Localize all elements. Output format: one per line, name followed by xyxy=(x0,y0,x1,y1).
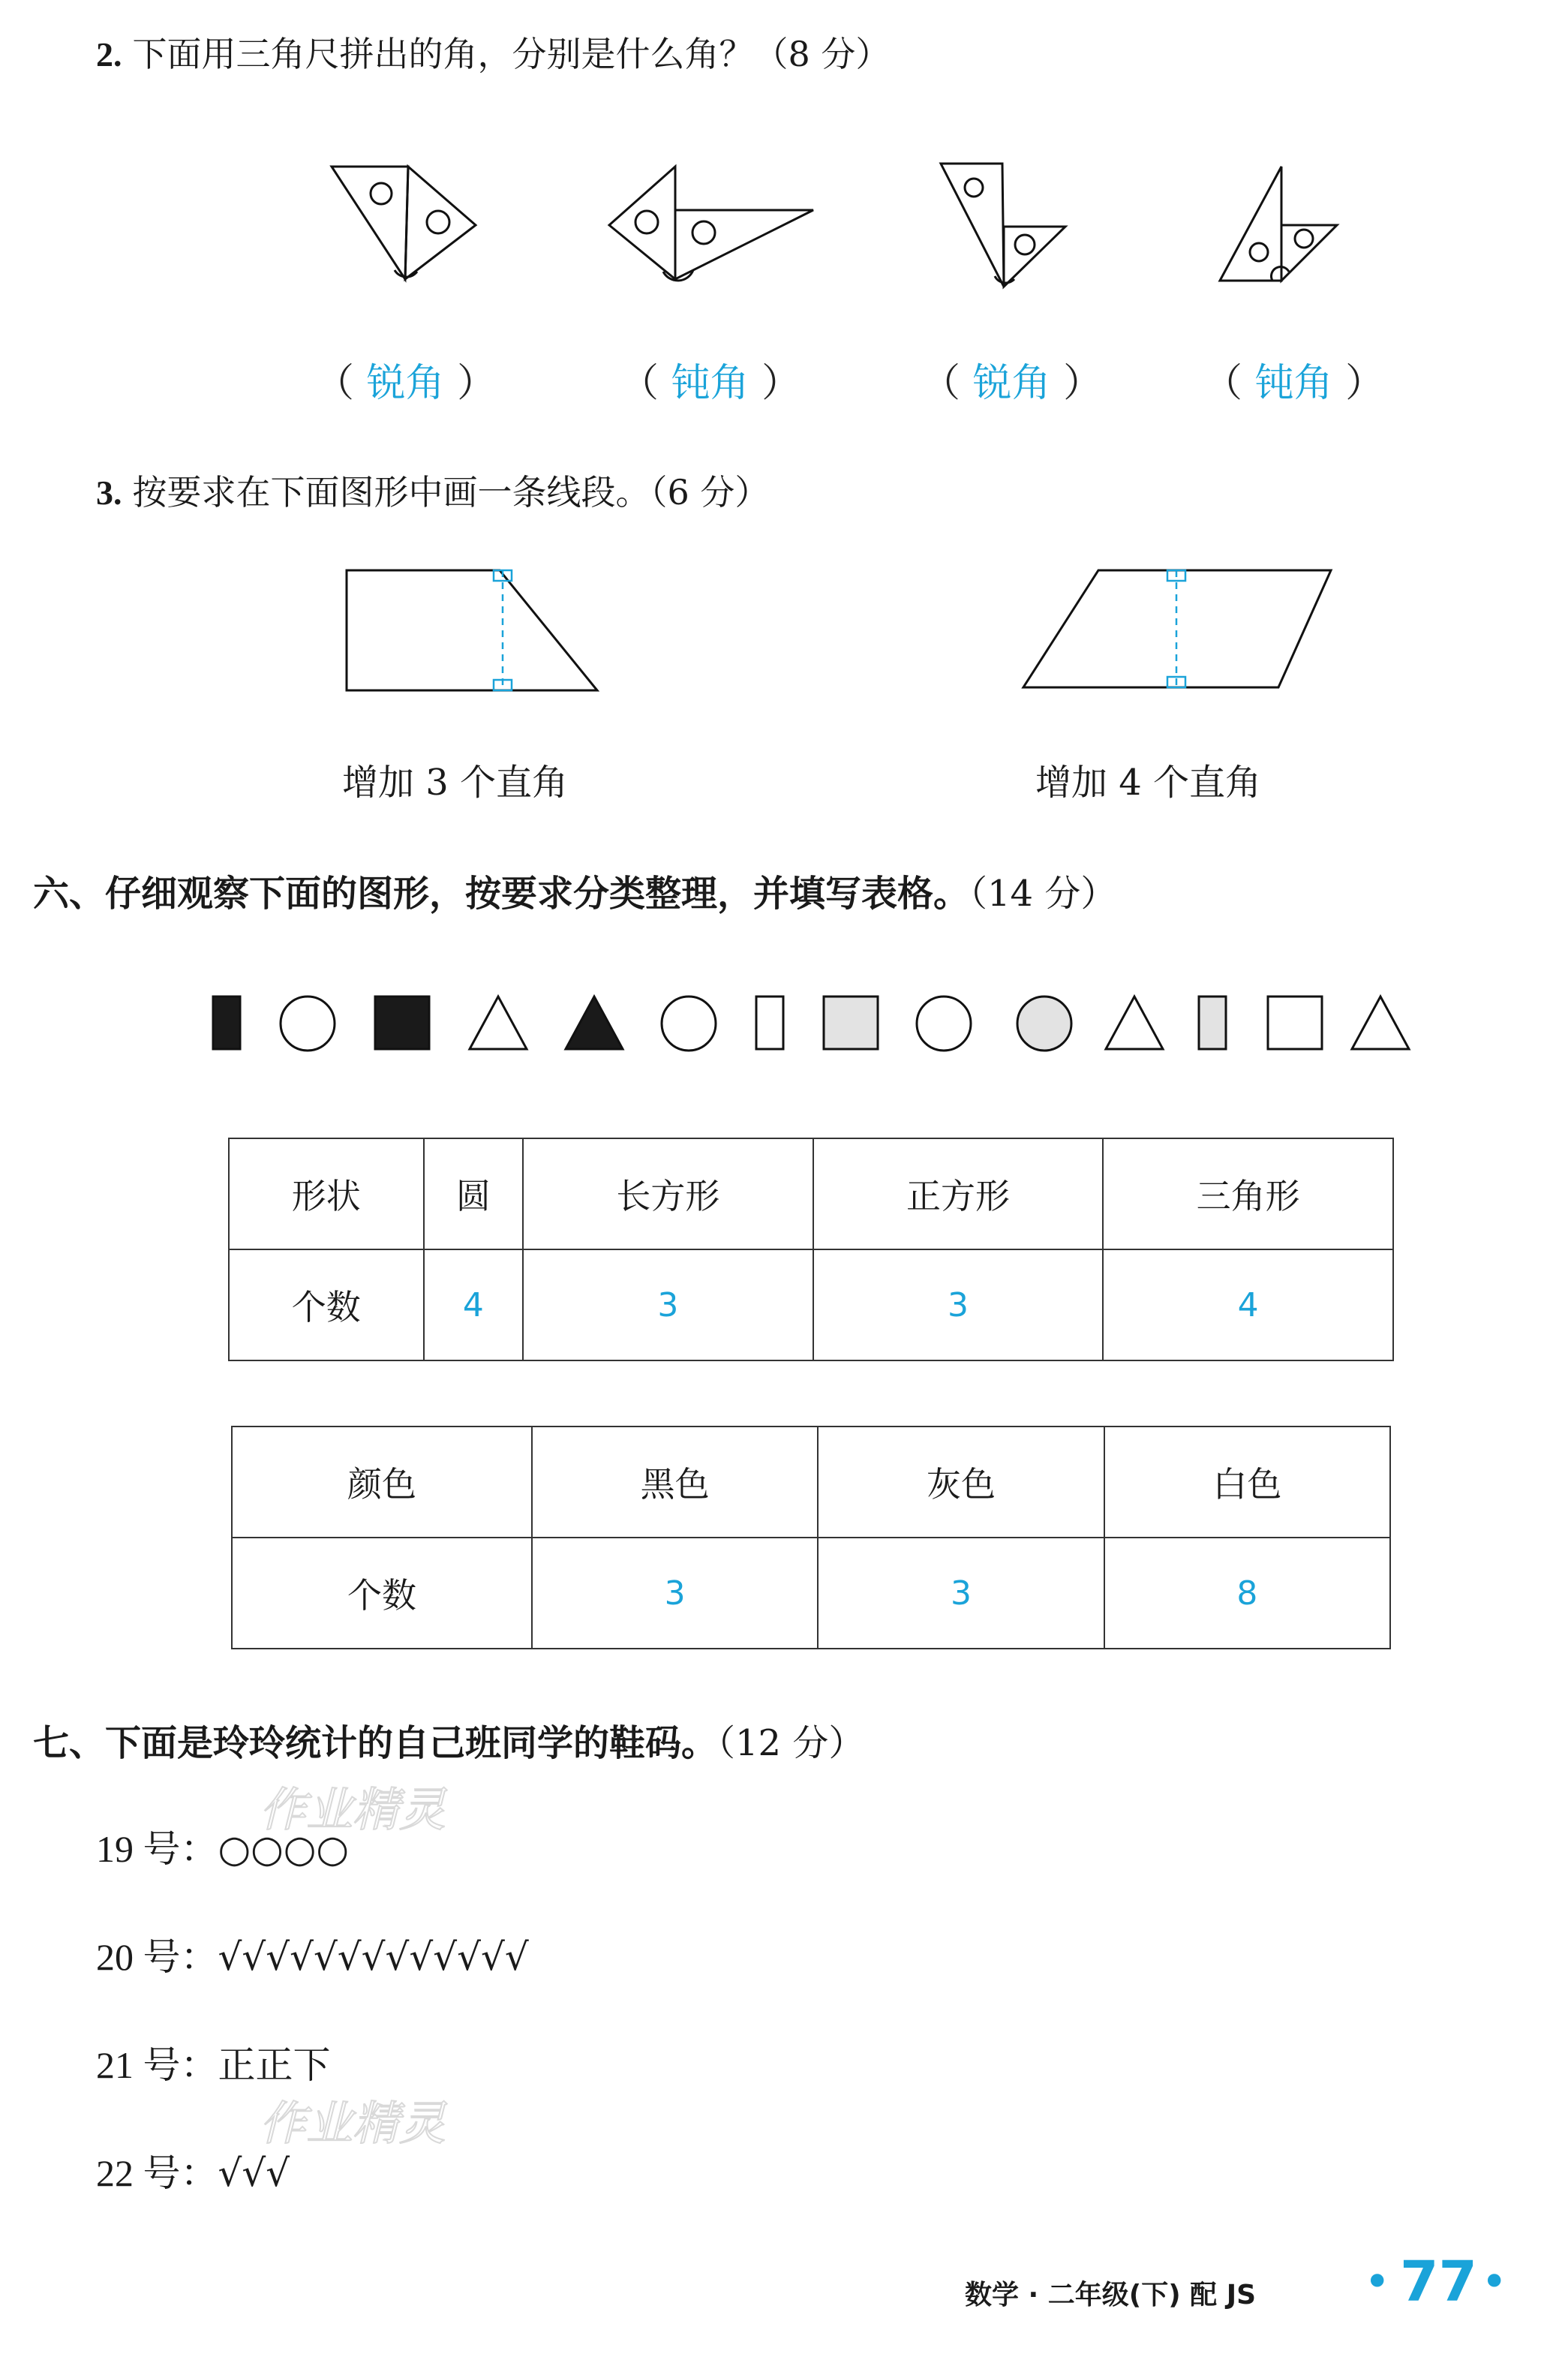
table-row-label: 个数 xyxy=(232,1538,532,1649)
footer-dot-icon: • xyxy=(1481,2256,1508,2308)
tally-label: 22 号： xyxy=(96,2152,218,2194)
tally-row-20 xyxy=(96,1927,529,1981)
q2-number: 2. xyxy=(96,35,122,74)
footer-dot-icon: • xyxy=(1364,2256,1391,2308)
watermark-logo: 作业精灵 xyxy=(260,1782,446,1837)
tally-label: 19 号： xyxy=(96,1828,218,1870)
tally-row-22 xyxy=(96,2143,290,2197)
table-answer-cell[interactable]: 3 xyxy=(523,1249,813,1360)
watermark-logo: 作业精灵 xyxy=(260,2096,446,2151)
shape-white-circle xyxy=(917,997,971,1051)
table-header-cell: 灰色 xyxy=(818,1427,1104,1538)
shape-white-square xyxy=(1268,997,1322,1049)
set-square-figure-1 xyxy=(332,167,476,279)
table-header-cell: 长方形 xyxy=(523,1138,813,1249)
table-row-label: 个数 xyxy=(229,1249,424,1360)
table-header-cell: 三角形 xyxy=(1103,1138,1393,1249)
table-answer-cell[interactable]: 8 xyxy=(1104,1538,1390,1649)
shape-grey-circle xyxy=(1017,997,1071,1051)
table-header-cell: 圆 xyxy=(424,1138,524,1249)
table-answer-cell[interactable]: 4 xyxy=(1103,1249,1393,1360)
tally-marks: √√√√√√√√√√√√√ xyxy=(218,1935,529,1979)
tally-label: 21 号： xyxy=(96,2044,218,2086)
shape-white-rectangle xyxy=(756,997,783,1049)
shape-white-circle xyxy=(662,997,716,1051)
trapezoid-shape xyxy=(347,570,597,690)
table-answer-cell[interactable]: 3 xyxy=(813,1249,1104,1360)
shape-black-square xyxy=(375,997,429,1049)
tally-row-19 xyxy=(96,1819,349,1873)
q2-set-squares xyxy=(0,0,1568,315)
tally-marks: 正正下 xyxy=(218,2043,331,2087)
shape-white-circle xyxy=(281,997,335,1051)
section6-points: （14 分） xyxy=(969,873,1117,915)
table-answer-cell[interactable]: 3 xyxy=(818,1538,1104,1649)
shape-grey-square xyxy=(824,997,878,1049)
q2-answer-3[interactable]: （ 锐角 ） xyxy=(921,361,1103,406)
q2-text: 下面用三角尺拼出的角，分别是什么角？ xyxy=(132,34,754,74)
table-header-cell: 颜色 xyxy=(232,1427,532,1538)
q2-points: （8 分） xyxy=(753,34,891,74)
table-header-cell: 白色 xyxy=(1104,1427,1390,1538)
page-number: 77 xyxy=(1400,2250,1477,2314)
tally-label: 20 号： xyxy=(96,1936,218,1978)
table-answer-cell[interactable]: 3 xyxy=(532,1538,818,1649)
shapes-row xyxy=(0,983,1568,1073)
table-header-cell: 形状 xyxy=(229,1138,424,1249)
q3-caption-2: 增加 4 个直角 xyxy=(1035,762,1262,804)
section6-title: 六、仔细观察下面的图形，按要求分类整理，并填写表格。 xyxy=(33,873,970,915)
q3-text: 按要求在下面图形中画一条线段。 xyxy=(132,472,650,513)
shape-black-rectangle xyxy=(213,997,240,1049)
section6-heading xyxy=(33,864,1116,916)
set-square-figure-4 xyxy=(1220,167,1337,281)
tally-marks: √√√ xyxy=(218,2151,290,2195)
shape-white-triangle xyxy=(470,997,527,1049)
shape-grey-rectangle xyxy=(1199,997,1226,1049)
color-count-table xyxy=(231,1426,1391,1649)
shape-white-triangle xyxy=(1106,997,1163,1049)
shape-black-triangle xyxy=(566,997,623,1049)
tally-row-21 xyxy=(96,2035,331,2089)
table-header-cell: 黑色 xyxy=(532,1427,818,1538)
q3-points: （6 分） xyxy=(650,472,770,513)
shape-count-table xyxy=(228,1138,1394,1361)
tally-marks: ○○○○ xyxy=(218,1827,350,1871)
q2-answer-4[interactable]: （ 钝角 ） xyxy=(1203,361,1385,406)
q3-heading xyxy=(96,465,769,515)
footer-subject: 数学 · 二年级(下) 配 JS xyxy=(965,2280,1257,2310)
q2-answer-1[interactable]: （ 锐角 ） xyxy=(315,361,497,406)
section7-points: （12 分） xyxy=(717,1722,865,1764)
q3-caption-1: 增加 3 个直角 xyxy=(342,762,569,804)
q3-shapes xyxy=(0,555,1568,705)
section7-heading xyxy=(33,1714,864,1766)
q3-number: 3. xyxy=(96,473,122,512)
set-square-figure-3 xyxy=(941,164,1065,287)
table-header-cell: 正方形 xyxy=(813,1138,1104,1249)
table-answer-cell[interactable]: 4 xyxy=(424,1249,524,1360)
q2-answer-2[interactable]: （ 钝角 ） xyxy=(620,361,801,406)
shape-white-triangle xyxy=(1352,997,1409,1049)
set-square-figure-2 xyxy=(609,167,813,281)
section7-title: 七、下面是玲玲统计的自己班同学的鞋码。 xyxy=(33,1722,718,1764)
